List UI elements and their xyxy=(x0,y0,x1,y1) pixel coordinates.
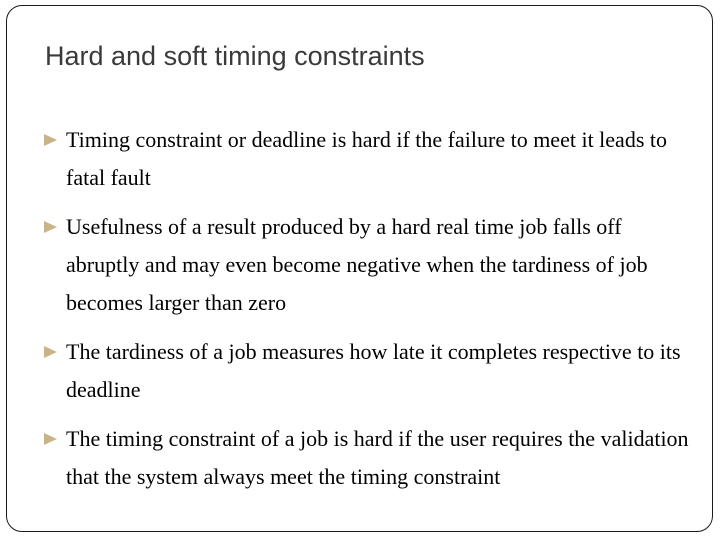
triangle-bullet-icon xyxy=(44,346,57,358)
bullet-text: The timing constraint of a job is hard if the user requires the validation that the system always meet the timing constraint xyxy=(66,426,689,489)
slide-title: Hard and soft timing constraints xyxy=(45,41,425,71)
bullet-text: Timing constraint or deadline is hard if the failure to meet it leads to fatal fault xyxy=(66,127,667,190)
bullet-item xyxy=(44,208,694,322)
bullet-list xyxy=(44,121,694,507)
bullet-text: The tardiness of a job measures how late it completes respective to its deadline xyxy=(66,339,681,402)
triangle-bullet-icon xyxy=(44,134,57,146)
bullet-item xyxy=(44,121,694,197)
bullet-text: Usefulness of a result produced by a hard real time job falls off abruptly and may even become negative when the tardiness of job becomes larger than zero xyxy=(66,214,648,315)
slide xyxy=(6,5,713,532)
bullet-item xyxy=(44,420,694,496)
triangle-bullet-icon xyxy=(44,433,57,445)
bullet-item xyxy=(44,333,694,409)
triangle-bullet-icon xyxy=(44,221,57,233)
